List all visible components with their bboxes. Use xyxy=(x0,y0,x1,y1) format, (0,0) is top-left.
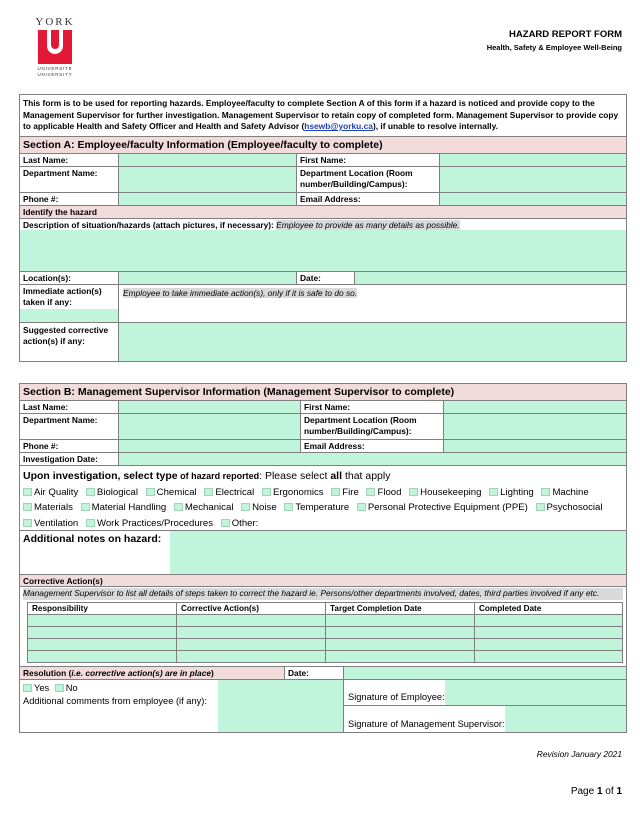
description-label-row: Description of situation/hazards (attach pictures, if necessary): Employee to provide as many details as possible. xyxy=(23,219,460,230)
section-b-heading: Section B: Management Supervisor Information (Management Supervisor to complete) xyxy=(20,384,626,401)
supervisor-department-location-label: Department Location (Room number/Building/Campus): xyxy=(301,414,444,439)
additional-comments-label: Additional comments from employee (if any): xyxy=(23,695,207,706)
hazard-option[interactable] xyxy=(23,502,73,513)
corrective-action-table xyxy=(27,602,623,663)
york-logo xyxy=(30,16,80,80)
no-checkbox[interactable] xyxy=(55,684,64,692)
form-title: HAZARD REPORT FORM xyxy=(509,29,622,40)
hazard-option[interactable] xyxy=(262,487,324,498)
table-header-responsibility: Responsibility xyxy=(28,602,177,614)
supervisor-phone-label: Phone #: xyxy=(20,440,119,452)
hazard-checkbox[interactable] xyxy=(241,503,250,511)
hazard-checkbox[interactable] xyxy=(204,488,213,496)
form-subtitle: Health, Safety & Employee Well-Being xyxy=(486,43,622,52)
supervisor-last-name-label: Last Name: xyxy=(20,401,119,413)
hazard-option[interactable] xyxy=(284,502,349,513)
description-field[interactable] xyxy=(20,230,626,271)
hazard-label: Air Quality xyxy=(34,486,79,498)
no-label: No xyxy=(65,682,78,693)
hazard-option[interactable] xyxy=(541,487,588,498)
hazard-type-group: Upon investigation, select type of hazard reported: Please select all that apply Air Quality Biological Chemical Electrical Ergonomics Fire Flood Housekeeping Lighting Machine Materials Material Handling Mechanical Noise Temperature Personal Protective Equipment (PPE) Psychosocial Ventilation Work Practices/Procedures Other: xyxy=(20,466,626,531)
date-label: Date: xyxy=(297,272,355,284)
hazard-checkbox[interactable] xyxy=(366,488,375,496)
supervisor-department-name-label: Department Name: xyxy=(20,414,119,439)
email-label: Email Address: xyxy=(297,193,440,205)
identify-hazard-heading: Identify the hazard xyxy=(23,206,97,217)
hazard-option[interactable] xyxy=(331,487,359,498)
table-cell[interactable] xyxy=(177,650,326,662)
email-link[interactable]: hsewb@yorku.ca xyxy=(304,121,373,131)
hazard-option[interactable] xyxy=(489,487,534,498)
hazard-label: Personal Protective Equipment (PPE) xyxy=(367,502,528,513)
supervisor-department-name-field[interactable] xyxy=(119,414,301,439)
hazard-label: Mechanical xyxy=(184,502,234,513)
hazard-option[interactable] xyxy=(146,487,197,498)
hazard-checkbox[interactable] xyxy=(86,519,95,527)
hazard-checkbox[interactable] xyxy=(409,488,418,496)
hazard-label: Material Handling xyxy=(91,502,167,513)
hazard-checkbox[interactable] xyxy=(489,488,498,496)
page-number: Page 1 of 1 xyxy=(570,786,622,797)
hazard-option[interactable] xyxy=(241,502,277,513)
hazard-label: Temperature xyxy=(295,502,350,513)
resolution-date-field[interactable] xyxy=(344,667,626,679)
hazard-checkbox[interactable] xyxy=(23,503,32,511)
locations-label: Location(s): xyxy=(20,272,119,284)
hazard-option[interactable] xyxy=(221,518,259,529)
table-row xyxy=(28,638,623,650)
yes-label: Yes xyxy=(34,682,50,693)
table-header-completed-date: Completed Date xyxy=(475,602,623,614)
supervisor-last-name-field[interactable] xyxy=(119,401,301,413)
hazard-checkbox[interactable] xyxy=(86,488,95,496)
immediate-action-field[interactable] xyxy=(119,285,626,322)
table-header-target-date: Target Completion Date xyxy=(326,602,475,614)
hazard-option[interactable] xyxy=(536,502,603,513)
hazard-label: Ventilation xyxy=(34,517,79,529)
hazard-label: Machine xyxy=(552,486,589,498)
suggested-action-label: Suggested corrective action(s) if any: xyxy=(20,323,119,361)
suggested-action-field[interactable] xyxy=(119,323,626,361)
phone-field[interactable] xyxy=(119,193,297,205)
hazard-option[interactable] xyxy=(357,502,528,513)
section-b-box xyxy=(19,383,627,733)
hazard-label: Lighting xyxy=(500,486,534,498)
hazard-label: Flood xyxy=(377,486,402,498)
hazard-checkbox[interactable] xyxy=(357,503,366,511)
table-header-corrective-action: Corrective Action(s) xyxy=(177,602,326,614)
date-field[interactable] xyxy=(355,272,626,284)
table-row xyxy=(28,650,623,662)
hazard-checkbox[interactable] xyxy=(23,488,32,496)
supervisor-email-label: Email Address: xyxy=(301,440,444,452)
logo-university-text: UNIVERSITÉ UNIVERSITY xyxy=(37,66,73,77)
hazard-option[interactable] xyxy=(23,518,78,529)
additional-notes-field[interactable] xyxy=(170,531,626,574)
table-cell[interactable] xyxy=(28,614,177,626)
table-cell[interactable] xyxy=(326,614,475,626)
signature-supervisor-field[interactable] xyxy=(505,706,626,732)
last-name-field[interactable] xyxy=(119,154,297,166)
section-a-box xyxy=(19,94,627,362)
hazard-checkbox[interactable] xyxy=(541,488,550,496)
first-name-field[interactable] xyxy=(440,154,626,166)
table-cell[interactable] xyxy=(28,626,177,638)
hazard-option[interactable] xyxy=(86,487,138,498)
corrective-action-heading: Corrective Action(s) xyxy=(23,576,103,586)
hazard-label: Fire xyxy=(342,486,359,498)
table-cell[interactable] xyxy=(475,638,623,650)
table-cell[interactable] xyxy=(177,638,326,650)
revision-date: Revision January 2021 xyxy=(536,749,622,759)
supervisor-first-name-field[interactable] xyxy=(444,401,626,413)
hazard-checkbox[interactable] xyxy=(81,503,90,511)
hazard-checkbox-list xyxy=(23,485,623,532)
hazard-label: Chemical xyxy=(156,486,197,498)
intro-text: This form is to be used for reporting hazards. Employee/faculty to complete Section A of this form if a hazard is noticed and provide copy to the Management Supervisor for further investigation. Management Supervisor to retain copy of completed form. Management Supervisor to provide copy to applicable Health and Safety Officer and Health and Safety Advisor (hsewb@yorku.ca), if unable to resolve internally. xyxy=(20,95,626,137)
additional-comments-field[interactable] xyxy=(218,680,343,732)
hazard-checkbox[interactable] xyxy=(262,488,271,496)
table-cell[interactable] xyxy=(475,614,623,626)
signature-employee-field[interactable] xyxy=(445,680,626,705)
resolution-date-label: Date: xyxy=(285,667,344,679)
table-cell[interactable] xyxy=(177,614,326,626)
hazard-option[interactable] xyxy=(204,487,254,498)
hazard-option[interactable] xyxy=(81,502,167,513)
hazard-label: Materials xyxy=(34,502,73,513)
hazard-checkbox[interactable] xyxy=(23,519,32,527)
hazard-option[interactable] xyxy=(409,487,481,498)
immediate-action-label-fill xyxy=(20,309,118,322)
supervisor-department-location-field[interactable] xyxy=(444,414,626,439)
description-hint: Employee to provide as many details as possible. xyxy=(276,219,460,230)
table-cell[interactable] xyxy=(28,650,177,662)
yes-checkbox[interactable] xyxy=(23,684,32,692)
immediate-action-hint: Employee to take immediate action(s), only if it is safe to do so. xyxy=(123,287,358,298)
hazard-option[interactable] xyxy=(23,487,78,498)
table-cell[interactable] xyxy=(177,626,326,638)
hazard-checkbox[interactable] xyxy=(331,488,340,496)
table-cell[interactable] xyxy=(475,650,623,662)
table-cell[interactable] xyxy=(475,626,623,638)
hazard-checkbox[interactable] xyxy=(146,488,155,496)
signature-supervisor-label: Signature of Management Supervisor: xyxy=(348,718,505,729)
hazard-label: Biological xyxy=(96,486,138,498)
supervisor-email-field[interactable] xyxy=(444,440,626,452)
section-a-heading: Section A: Employee/faculty Information (Employee/faculty to complete) xyxy=(20,137,626,154)
phone-label: Phone #: xyxy=(20,193,119,205)
table-row xyxy=(28,626,623,638)
immediate-action-label: Immediate action(s) taken if any: xyxy=(23,285,102,307)
hazard-label: Noise xyxy=(252,502,277,513)
york-u-mark xyxy=(38,30,72,64)
additional-notes-label: Additional notes on hazard: xyxy=(23,533,162,545)
department-location-field[interactable] xyxy=(440,167,626,192)
hazard-option[interactable] xyxy=(86,518,213,529)
hazard-label: Work Practices/Procedures xyxy=(96,517,214,529)
email-field[interactable] xyxy=(440,193,626,205)
table-cell[interactable] xyxy=(326,650,475,662)
investigation-date-field[interactable] xyxy=(119,453,626,465)
hazard-label: Ergonomics xyxy=(272,486,324,498)
locations-field[interactable] xyxy=(119,272,297,284)
hazard-label: Housekeeping xyxy=(420,486,482,498)
hazard-checkbox[interactable] xyxy=(174,503,183,511)
resolution-label: Resolution (i.e. corrective action(s) are in place) xyxy=(20,667,285,679)
hazard-label: Electrical xyxy=(215,486,255,498)
signature-employee-label: Signature of Employee: xyxy=(348,691,445,702)
supervisor-phone-field[interactable] xyxy=(119,440,301,452)
logo-york-text: YORK xyxy=(35,16,75,28)
department-location-label: Department Location (Room number/Building/Campus): xyxy=(297,167,440,192)
department-name-field[interactable] xyxy=(119,167,297,192)
department-name-label: Department Name: xyxy=(20,167,119,192)
first-name-label: First Name: xyxy=(297,154,440,166)
table-cell[interactable] xyxy=(326,626,475,638)
hazard-label: Other: xyxy=(231,517,259,529)
hazard-checkbox[interactable] xyxy=(284,503,293,511)
hazard-checkbox[interactable] xyxy=(221,519,230,527)
corrective-action-hint: Management Supervisor to list all details of steps taken to correct the hazard ie. Persons/other departments involved, dates, third parties involved if any etc. xyxy=(23,588,623,600)
hazard-option[interactable] xyxy=(366,487,401,498)
hazard-checkbox[interactable] xyxy=(536,503,545,511)
last-name-label: Last Name: xyxy=(20,154,119,166)
hazard-option[interactable] xyxy=(174,502,234,513)
investigation-date-label: Investigation Date: xyxy=(20,453,119,465)
hazard-label: Psychosocial xyxy=(546,502,603,513)
table-row xyxy=(28,614,623,626)
table-cell[interactable] xyxy=(28,638,177,650)
supervisor-first-name-label: First Name: xyxy=(301,401,444,413)
table-cell[interactable] xyxy=(326,638,475,650)
